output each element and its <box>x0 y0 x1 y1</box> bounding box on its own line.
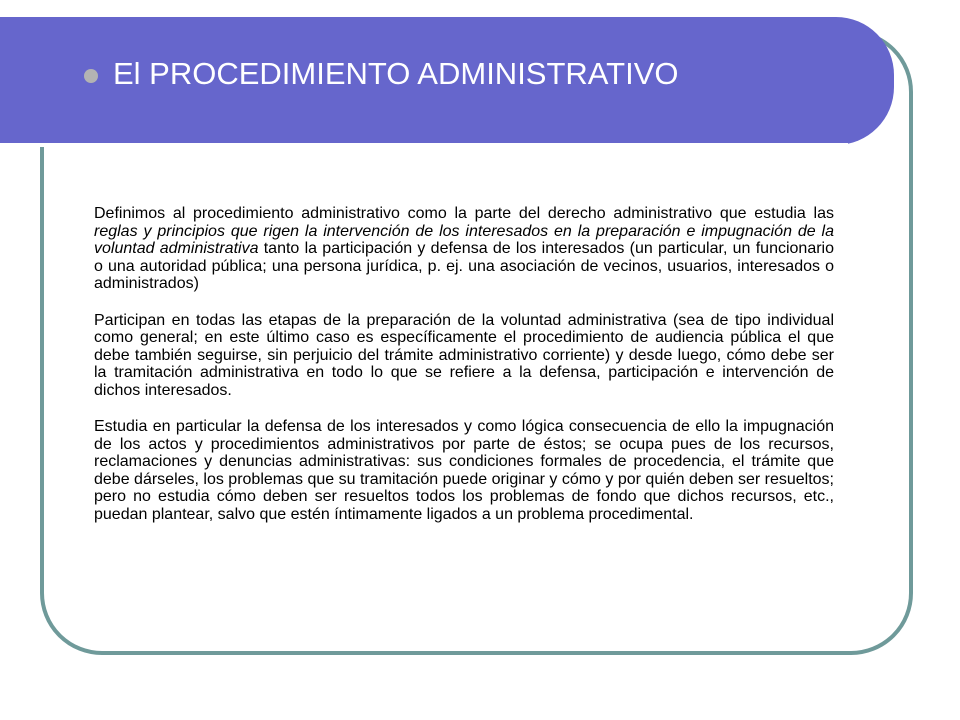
paragraph-definition-italic-text: reglas y principios que rigen la intervención de los interesados en la preparación e impugnación de la voluntad administrativa <box>94 222 834 257</box>
slide-body <box>94 205 834 542</box>
paragraph-participation: Participan en todas las etapas de la preparación de la voluntad administrativa (sea de tipo individual como general; en este último caso es específicamente el procedimiento de audiencia pública el que debe también seguirse, sin perjuicio del trámite administrativo corriente) y desde luego, cómo debe ser la tramitación administrativa en todo lo que se refiere a la defensa, participación e intervención de dichos interesados. <box>94 311 834 399</box>
paragraph-defense: Estudia en particular la defensa de los interesados y como lógica consecuencia de ello la impugnación de los actos y procedimientos administrativos por parte de éstos; se ocupa pues de los recursos, reclamaciones y denuncias administrativas: sus condiciones formales de procedencia, el trámite que debe dárseles, los problemas que su tramitación puede originar y cómo y por quién deben ser resueltos; pero no estudia cómo deben ser resueltos todos los problemas de fondo que dichos recursos, etc., puedan plantear, salvo que estén íntimamente ligados a un problema procedimental. <box>94 418 834 523</box>
paragraph-definition-text-start: Definimos al procedimiento administrativo como la parte del derecho administrativo que estudia las <box>94 205 834 222</box>
paragraph-definition <box>94 205 834 293</box>
title-bullet-icon <box>84 69 98 83</box>
paragraph-definition-text-end: tanto la participación y defensa de los interesados (un particular, un funcionario o una autoridad pública; una persona jurídica, p. ej. una asociación de vecinos, usuarios, interesados o administrados) <box>94 240 834 292</box>
title-underline <box>0 143 848 147</box>
slide-title: El PROCEDIMIENTO ADMINISTRATIVO <box>113 56 679 91</box>
